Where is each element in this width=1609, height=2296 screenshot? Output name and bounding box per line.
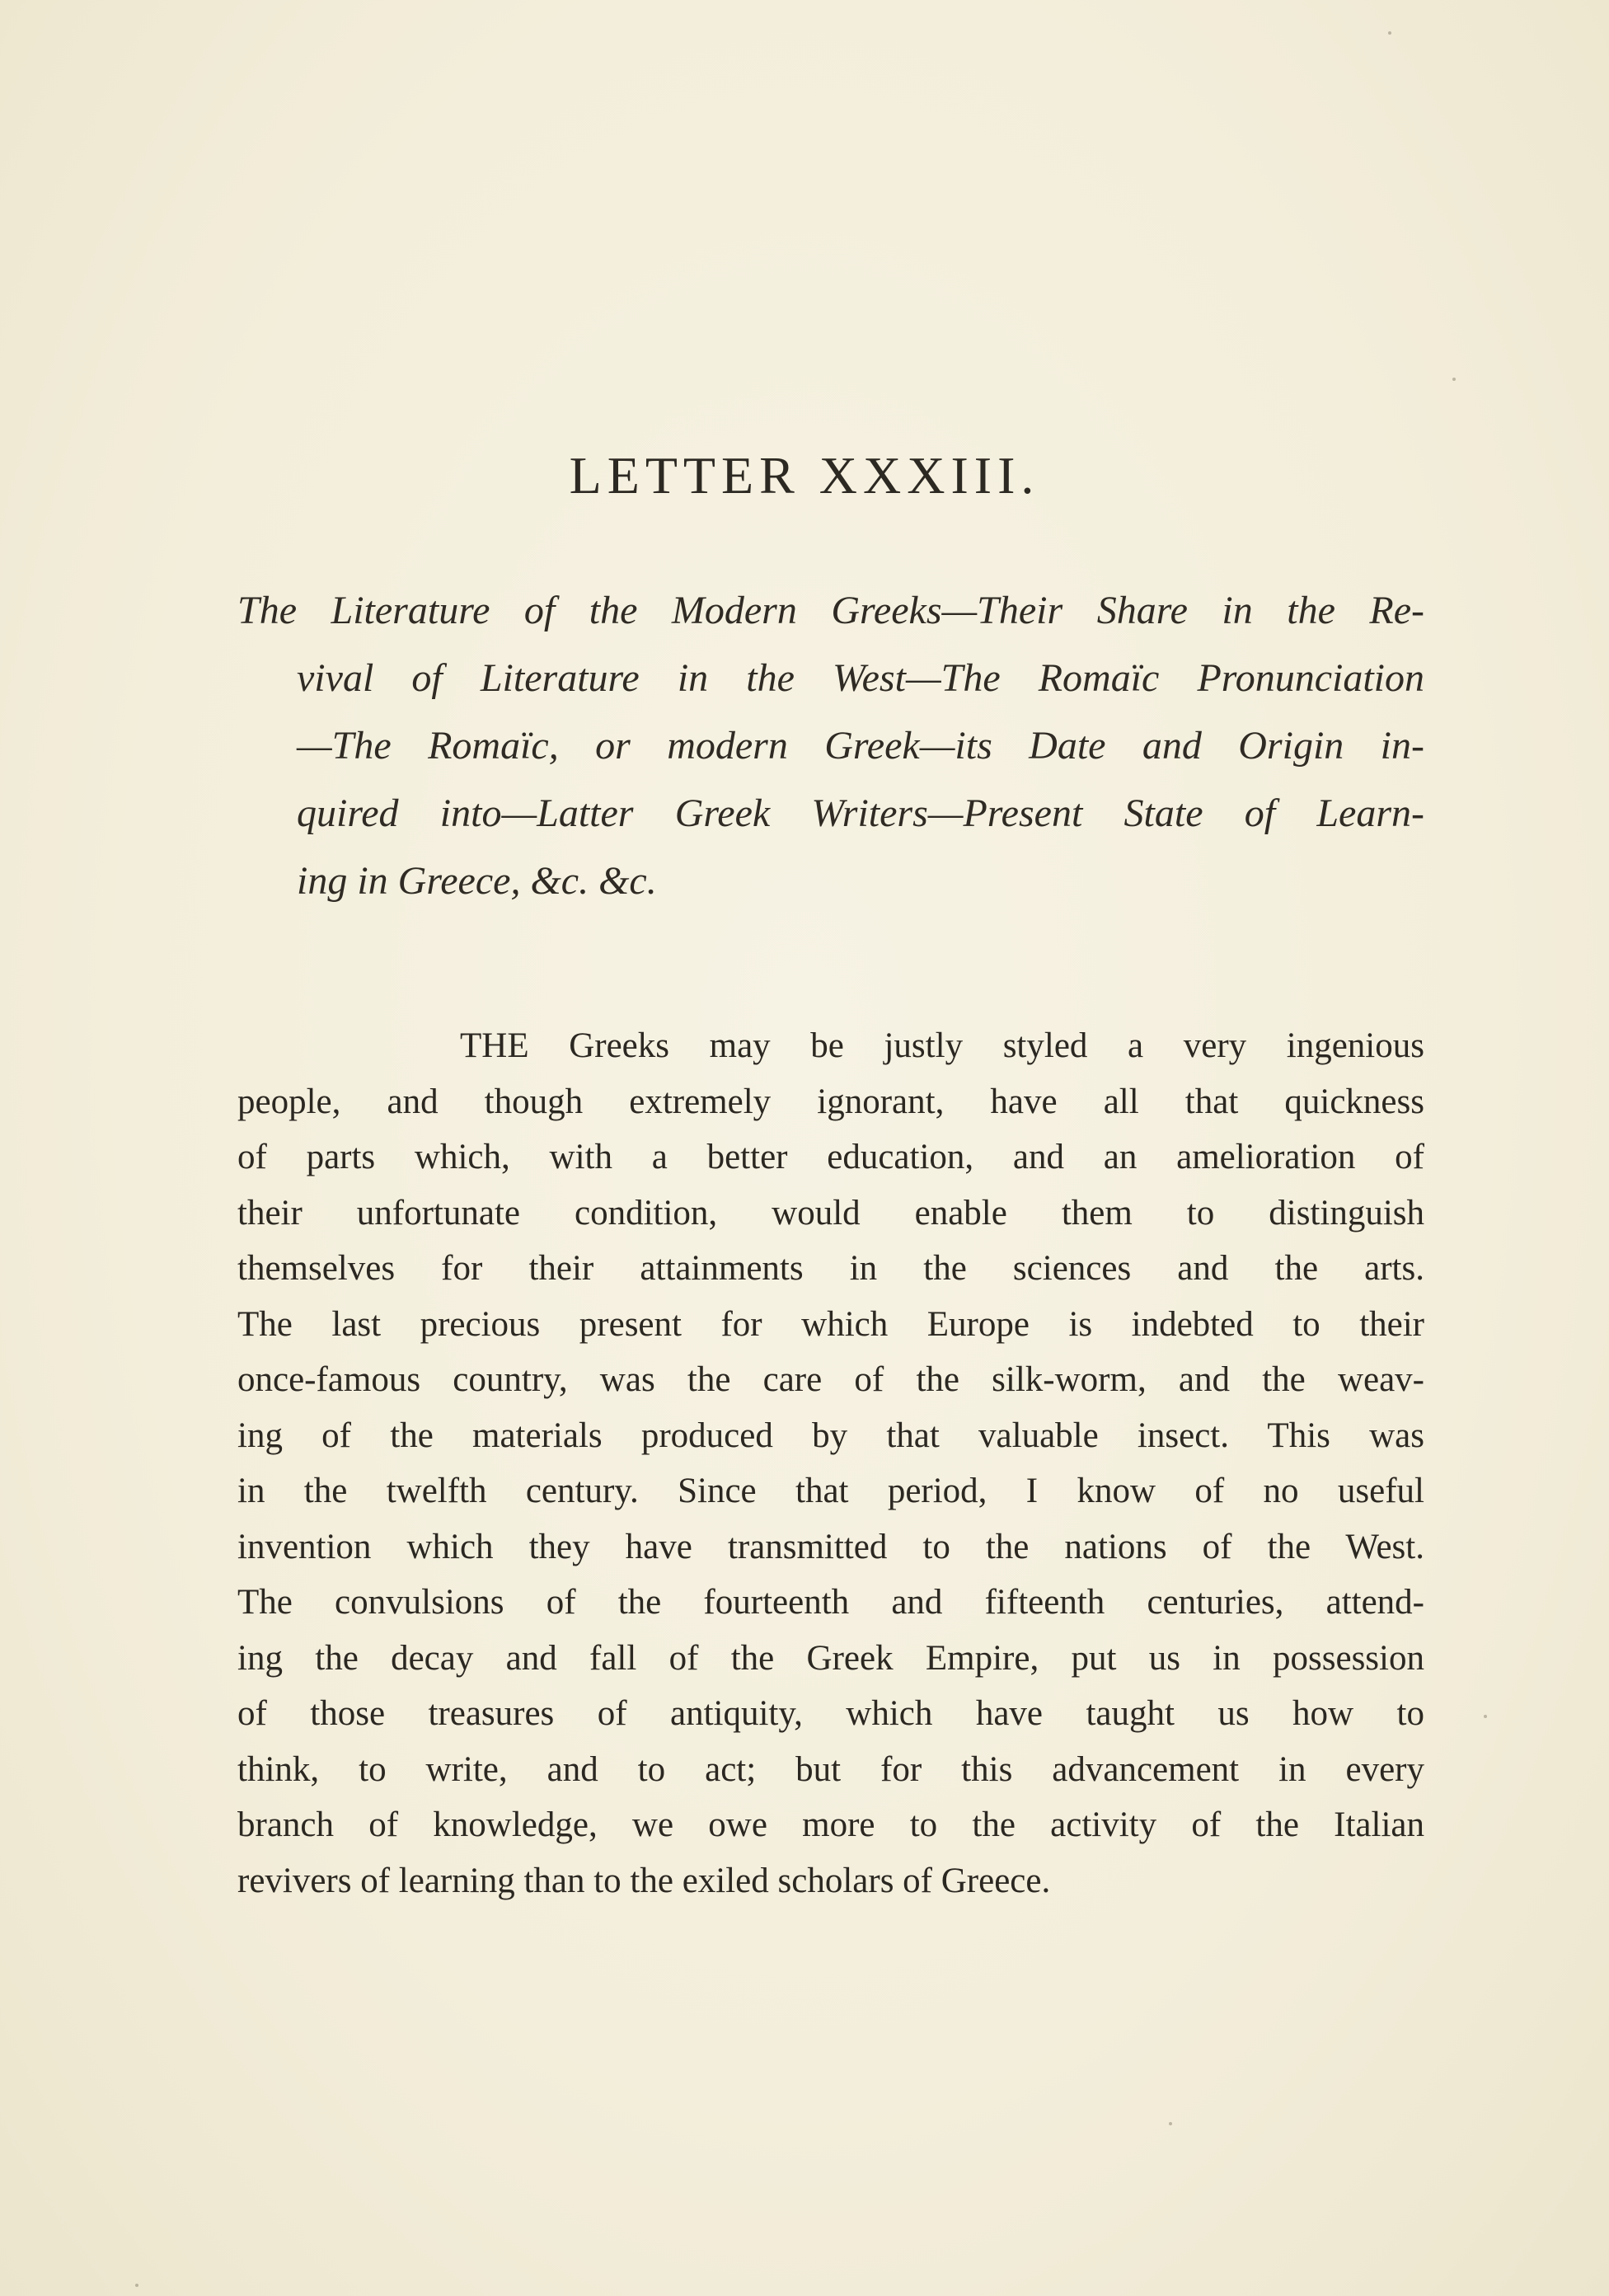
summary-line: —The Romaïc, or modern Greek—its Date and Origin in-	[297, 724, 1424, 768]
body-line: THE Greeks may be justly styled a very ingenious	[460, 1026, 1424, 1065]
body-paragraph	[237, 1018, 1424, 1909]
body-line: The convulsions of the fourteenth and fifteenth centuries, attend-	[237, 1583, 1424, 1622]
paper-speck	[1452, 378, 1456, 381]
body-line: of those treasures of antiquity, which have taught us how to	[237, 1694, 1424, 1733]
body-line: their unfortunate condition, would enable them to distinguish	[237, 1193, 1424, 1233]
summary-line: ing in Greece, &c. &c.	[297, 859, 657, 903]
body-line: branch of knowledge, we owe more to the activity of the Italian	[237, 1805, 1424, 1844]
letter-heading: LETTER XXXIII.	[569, 446, 1040, 505]
summary-line: The Literature of the Modern Greeks—Their Share in the Re-	[237, 589, 1424, 632]
body-line: revivers of learning than to the exiled scholars of Greece.	[237, 1861, 1051, 1900]
body-line: ing the decay and fall of the Greek Empire, put us in possession	[237, 1638, 1424, 1678]
body-line: think, to write, and to act; but for this advancement in every	[237, 1749, 1424, 1789]
paper-speck	[1484, 1715, 1487, 1718]
body-line: of parts which, with a better education, and an amelioration of	[237, 1138, 1424, 1176]
body-line: in the twelfth century. Since that period, I know of no useful	[237, 1472, 1424, 1510]
body-line: ing of the materials produced by that valuable insect. This was	[237, 1416, 1424, 1455]
body-line: invention which they have transmitted to the nations of the West.	[237, 1527, 1424, 1566]
body-line: The last precious present for which Europe is indebted to their	[237, 1304, 1424, 1344]
chapter-summary	[237, 577, 1424, 915]
body-line: people, and though extremely ignorant, have all that quickness	[237, 1082, 1424, 1121]
paper-speck	[1169, 2122, 1172, 2125]
summary-line: quired into—Latter Greek Writers—Present State of Learn-	[297, 791, 1424, 835]
summary-line: vival of Literature in the West—The Romaïc Pronunciation	[297, 656, 1424, 700]
paper-speck	[135, 2284, 138, 2287]
body-line: once-famous country, was the care of the silk-worm, and the weav-	[237, 1360, 1424, 1399]
body-line: themselves for their attainments in the sciences and the arts.	[237, 1249, 1424, 1288]
paper-speck	[1388, 31, 1391, 35]
